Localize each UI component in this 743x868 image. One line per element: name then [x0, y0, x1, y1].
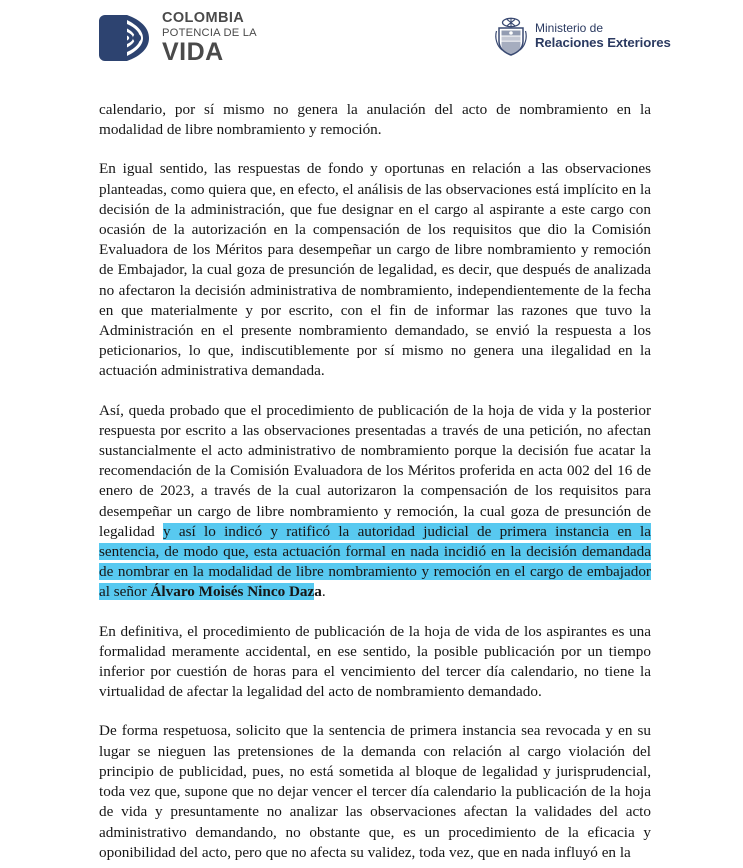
paragraph: [99, 100, 651, 140]
paragraph: [99, 401, 651, 603]
escudo-de-colombia-icon: [494, 16, 528, 56]
ministerio-brand-logo: [494, 16, 671, 56]
paragraph: [99, 622, 651, 703]
highlighted-bold-name: Álvaro Moisés Ninco Daz: [150, 583, 315, 601]
colombia-brand-logo: [97, 11, 257, 65]
text-run: En definitiva, el procedimiento de publicación de la hoja de vida de los aspirantes es una formalidad meramente accidental, en ese sentido, la posible publicación por un tiempo inferior por cuestión de horas para el vencimiento del tercer día calendario, no tiene la virtualidad de afectar la legalidad del acto de nombramiento demandado.: [99, 622, 651, 701]
ministerio-line-2: Relaciones Exteriores: [535, 35, 671, 51]
colombia-wordmark: [162, 11, 257, 65]
brand-line-colombia: COLOMBIA: [162, 10, 245, 26]
text-run: En igual sentido, las respuestas de fondo y oportunas en relación a las observaciones planteadas, como quiera que, en efecto, el análisis de las observaciones está implícito en la decisión de la administración, que fue designar en el cargo al aspirante a este cargo con ocasión de la autorización en la compensación de los requisitos que dio la Comisión Evaluadora de los Méritos para desempeñar un cargo de libre nombramiento y remoción de Embajador, la cual goza de presunción de legalidad, es decir, que después de analizada no afectaron la decisión administrativa de nombramiento, independientemente de la fecha en que materialmente y por escrito, con el fin de informar las razones que tuvo la Administración en el presente nombramiento demandado, se envió la respuesta a los peticionarios, lo que, indiscutiblemente por sí mismo no genera una ilegalidad en la actuación administrativa demandada.: [99, 160, 651, 380]
brand-line-vida: VIDA: [162, 37, 224, 66]
ministerio-wordmark: [535, 22, 671, 51]
letterhead: [0, 0, 743, 72]
ministerio-line-1: Ministerio de: [535, 20, 604, 35]
text-run: calendario, por sí mismo no genera la anulación del acto de nombramiento en la modalidad de libre nombramiento y remoción.: [99, 101, 651, 139]
brand-line-potencia: POTENCIA DE LA: [162, 26, 257, 39]
paragraph: [99, 721, 651, 862]
text-run: Así, queda probado que el procedimiento de publicación de la hoja de vida y la posterior respuesta por escrito a las observaciones presentadas a través de una petición, no afectan sustancialmente el acto administrativo de nombramiento porque la decisión fue acatar la recomendación de la Comisión Evaluadora de los Méritos proferida en acta 002 del 16 de enero de 2023, a través de la cual autorizaron la compensación de los requisitos para desempeñar un cargo de libre nombramiento y remoción, la cual goza de presunción de legalidad: [99, 401, 651, 540]
text-run: De forma respetuosa, solicito que la sentencia de primera instancia sea revocada y en su lugar se nieguen las pretensiones de la demanda con relación al cargo violación del principio de publicidad, pues, no está sometida al bloque de legalidad y jurisprudencial, toda vez que, supone que no dejar vencer el tercer día calendario la publicación de la hoja de vida y presuntamente no analizar las observaciones afectan la validades del acto administrativo demandando, no obstante que, es un procedimiento de la eficacia y oponibilidad del acto, pero que no afecta su validez, toda vez, que en nada influyó en la: [99, 722, 651, 861]
colombia-potencia-de-la-vida-icon: [97, 13, 153, 63]
bold-text: a: [314, 583, 322, 601]
text-run: .: [321, 583, 326, 601]
paragraph: [99, 159, 651, 381]
highlighted-text: y así lo indicó y ratificó la autoridad judicial de primera instancia en la sentencia, de modo que, esta actuación formal en nada incidió en la decisión demandada de nombrar en la modalidad de libre nombramiento y remoción en el cargo de embajador al señor: [99, 522, 651, 601]
document-body: [99, 100, 651, 863]
